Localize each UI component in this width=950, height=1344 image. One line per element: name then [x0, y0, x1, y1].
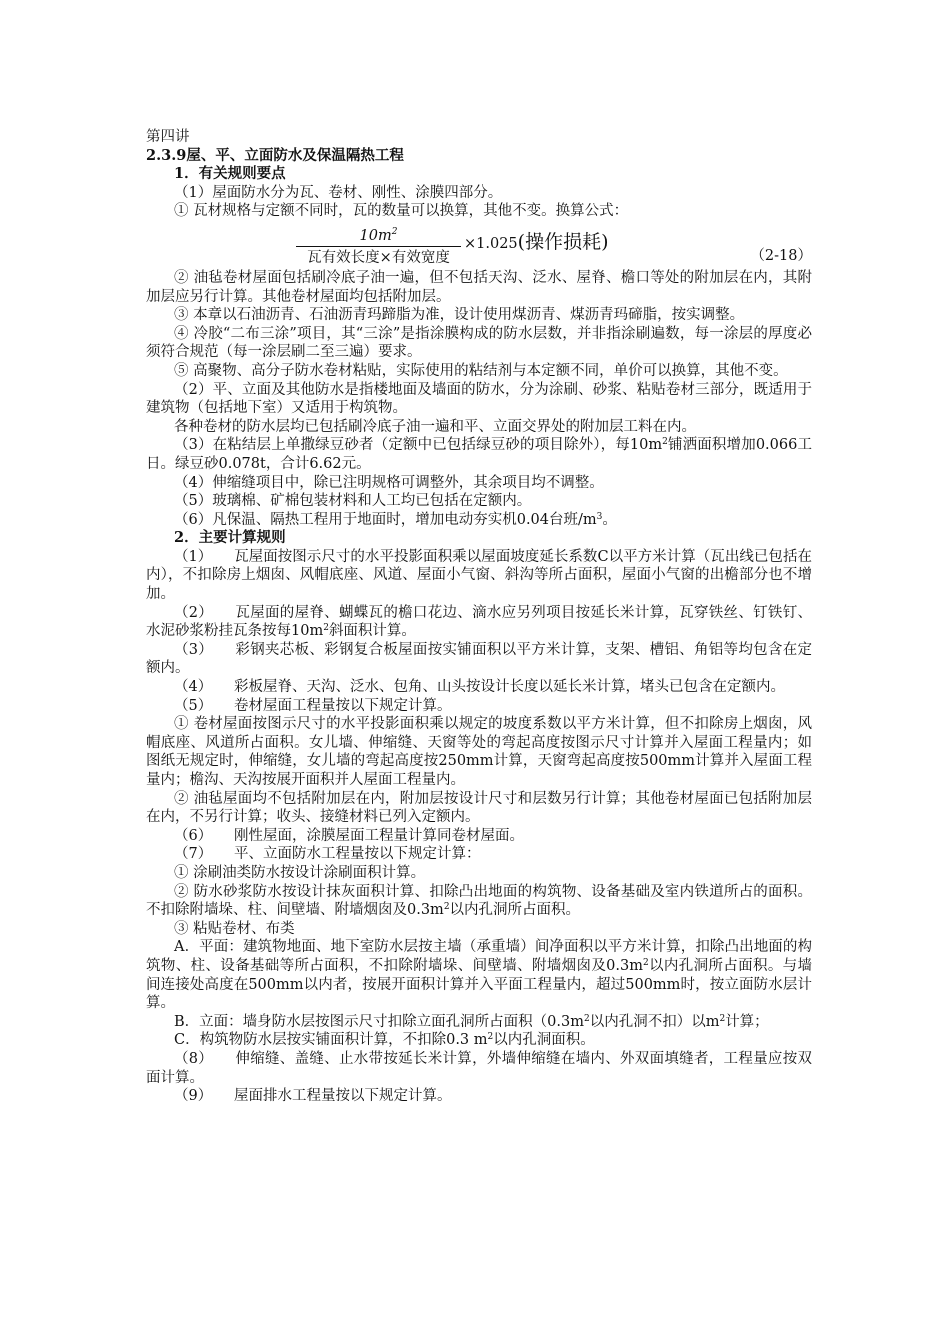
paragraph [146, 436, 812, 473]
paragraph: ② 油毡卷材屋面包括刷冷底子油一遍，但不包括天沟、泛水、屋脊、檐口等处的附加层在内，其附加层应另行计算。其他卷材屋面均包括附加层。 [146, 269, 812, 305]
equation-number: （2-18） [750, 247, 812, 264]
paragraph: ④ 冷胶“二布三涂”项目，其“三涂”是指涂膜构成的防水层数，并非指涂刷遍数，每一涂层的厚度必须符合规范（每一涂层刷二至三遍）要求。 [146, 325, 812, 361]
paragraph: ③ 本章以石油沥青、石油沥青玛蹄脂为准，设计使用煤沥青、煤沥青玛碲脂，按实调整。 [174, 307, 745, 324]
paragraph [146, 1031, 812, 1050]
paragraph [146, 938, 812, 1012]
text-run: 以内孔洞所占面积。 [449, 902, 581, 919]
multiplier-text: ×1.025 [464, 235, 518, 252]
text-run: ② 防水砂浆防水按设计抹灰面积计算、扣除凸出地面的构筑物、设备基础及室内铁道所占的面积。不扣除附墙垛、柱、间壁墙、附墙烟囱及0.3m [146, 883, 812, 919]
text-run: 以内孔洞不扣）以m [589, 1013, 720, 1030]
text-run: C．构筑物防水层按实铺面积计算，不扣除0.3 m [174, 1032, 488, 1049]
text-run: （2） 瓦屋面的屋脊、蝴蝶瓦的檐口花边、滴水应另列项目按延长米计算，瓦穿铁丝、钉铁钉、水泥砂浆粉挂瓦条按每10m [146, 604, 812, 640]
text-run: 以内孔洞面积。 [493, 1032, 595, 1049]
superscript: 2 [719, 1013, 726, 1024]
section-title: 2.3.9屋、平、立面防水及保温隔热工程 [146, 146, 404, 164]
paragraph: ② 油毡屋面均不包括附加层在内，附加层按设计尺寸和层数另行计算；其他卷材屋面已包括附加层在内，不另行计算；收头、接缝材料已列入定额内。 [146, 790, 812, 826]
paragraph: （8） 伸缩缝、盖缝、止水带按延长米计算，外墙伸缩缝在墙内、外双面填缝者，工程量应按双面计算。 [146, 1050, 812, 1086]
paragraph: （6） 刚性屋面，涂膜屋面工程量计算同卷材屋面。 [174, 827, 524, 844]
paragraph: （5）玻璃棉、矿棉包装材料和人工均已包括在定额内。 [174, 493, 532, 510]
superscript: 3 [596, 511, 603, 522]
paragraph: （1）屋面防水分为瓦、卷材、刚性、涂膜四部分。 [174, 184, 503, 201]
paragraph [146, 1013, 812, 1032]
superscript: 2 [443, 902, 450, 913]
formula-multiplier [464, 230, 609, 254]
lecture-label: 第四讲 [146, 129, 190, 145]
text-run: 计算； [725, 1013, 769, 1030]
paragraph: （5） 卷材屋面工程量按以下规定计算。 [174, 697, 452, 714]
numerator-exponent: 2 [391, 226, 398, 237]
paragraph: ③ 粘贴卷材、布类 [174, 920, 295, 937]
paragraph: （2）平、立面及其他防水是指楼地面及墙面的防水，分为涂刷、砂浆、粘贴卷材三部分，既适用于建筑物（包括地下室）又适用于构筑物。 [146, 381, 812, 417]
loss-note: (操作损耗) [517, 230, 609, 253]
paragraph: ① 瓦材规格与定额不同时，瓦的数量可以换算，其他不变。换算公式： [174, 203, 629, 220]
paragraph: 各种卷材的防水层均已包括刷冷底子油一遍和平、立面交界处的附加层工料在内。 [174, 418, 696, 435]
conversion-formula [146, 223, 812, 267]
text-run: 。 [602, 511, 617, 528]
text-run: 斜面积计算。 [328, 623, 416, 640]
paragraph: （4） 彩板屋脊、天沟、泛水、包角、山头按设计长度以延长米计算，堵头已包含在定额内。 [174, 679, 785, 696]
paragraph: ① 涂刷油类防水按设计涂刷面积计算。 [174, 864, 426, 881]
superscript: 2 [583, 1013, 590, 1024]
heading-rules-points: 1．有关规则要点 [174, 165, 286, 183]
paragraph: （4）伸缩缝项目中，除已注明规格可调整外，其余项目均不调整。 [174, 474, 604, 491]
superscript: 2 [323, 623, 329, 634]
paragraph: （3） 彩钢夹芯板、彩钢复合板屋面按实铺面积以平方米计算，支架、槽铝、角铝等均包含在定额内。 [146, 641, 812, 677]
text-run: A．平面：建筑物地面、地下室防水层按主墙（承重墙）间净面积以平方米计算，扣除凸出地面的构筑物、柱、设备基础等所占面积，不扣除附墙垛、间壁墙、附墙烟囱及0.3m [146, 939, 812, 974]
superscript: 2 [642, 957, 649, 968]
text-run: 以内孔洞所占面积。与墙间连接处高度在500mm以内者，按展开面积计算并入平面工程量内，超过500mm时，按立面防水层计算。 [146, 957, 813, 1012]
text-run: （3）在粘结层上单撒绿豆砂者（定额中已包括绿豆砂的项目除外），每10m [174, 437, 663, 454]
formula-numerator [296, 223, 461, 247]
paragraph [146, 604, 812, 641]
superscript: 2 [662, 437, 668, 448]
text-run: 铺洒面积增加0.066工日。绿豆砂0.078t，合计6.62元。 [146, 437, 812, 472]
formula-denominator: 瓦有效长度×有效宽度 [307, 250, 450, 267]
document-body [146, 128, 812, 1106]
paragraph [146, 883, 812, 920]
superscript: 2 [487, 1032, 494, 1043]
paragraph: ⑤ 高聚物、高分子防水卷材粘贴，实际使用的粘结剂与本定额不同，单价可以换算，其他不变。 [174, 362, 788, 379]
text-run: （6）凡保温、隔热工程用于地面时，增加电动夯实机0.04台班/m [174, 511, 597, 528]
paragraph [146, 511, 812, 530]
formula-fraction [296, 223, 461, 268]
heading-calculation-rules: 2．主要计算规则 [174, 529, 286, 547]
paragraph: （9） 屋面排水工程量按以下规定计算。 [174, 1088, 452, 1105]
text-run: B．立面：墙身防水层按图示尺寸扣除立面孔洞所占面积（0.3m [174, 1013, 584, 1030]
numerator-text: 10m [359, 227, 392, 244]
paragraph: （7） 平、立面防水工程量按以下规定计算： [174, 846, 481, 863]
paragraph: （1） 瓦屋面按图示尺寸的水平投影面积乘以屋面坡度延长系数C以平方米计算（瓦出线已包括在内），不扣除房上烟囱、风帽底座、风道、屋面小气窗、斜沟等所占面积，屋面小气窗的出檐部分也不增加。 [146, 548, 812, 603]
paragraph: ① 卷材屋面按图示尺寸的水平投影面积乘以规定的坡度系数以平方米计算，但不扣除房上烟囱，风帽底座、风道所占面积。女儿墙、伸缩缝、天窗等处的弯起高度按图示尺寸计算并入屋面工程量内；如图纸无规定时，伸缩缝，女儿墙的弯起高度按250mm计算，天窗弯起高度按500mm计算并入屋面工程量内；檐沟、天沟按展开面积并人屋面工程量内。 [146, 716, 812, 788]
